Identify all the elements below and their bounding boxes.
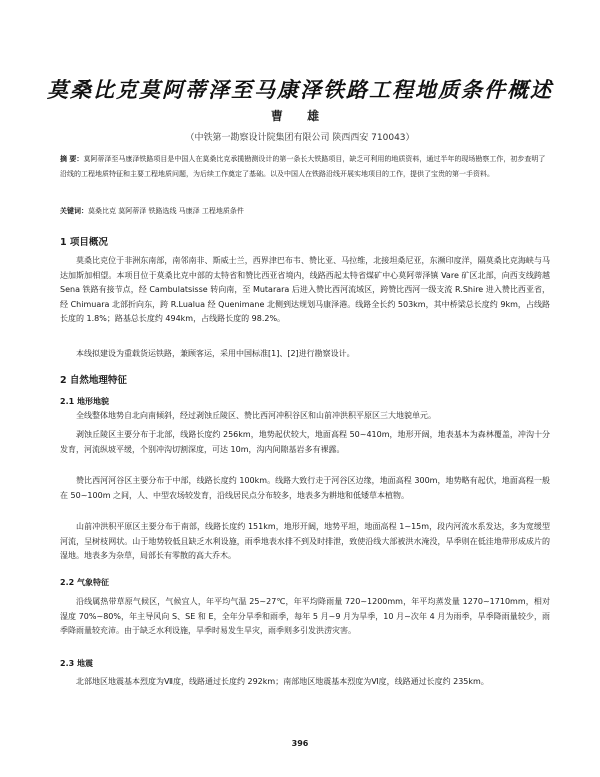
paragraph: 沿线属热带草原气候区，气候宜人，年平均气温 25~27℃，年平均降雨量 720~1200mm，年平均蒸发量 1270~1710mm，相对湿度 70%~80%，年主导风向 S、SE 和 E，全年分旱季和雨季，每年 5 月~9 月为旱季，10 月~次年 4 月为雨季，旱季降雨量较少，雨季降雨量较充沛。由于缺乏水利设施，旱季时易发生旱灾，雨季则多引发洪涝灾害。	[60, 597, 550, 635]
keywords-label: 关键词：	[60, 207, 88, 215]
paragraph: 北部地区地震基本烈度为Ⅶ度，线路通过长度约 292km；南部地区地震基本烈度为Ⅵ度，线路通过长度约 235km。	[76, 677, 489, 686]
paragraph: 全线整体地势自北向南倾斜，经过剥蚀丘陵区、赞比西河冲积谷区和山前冲洪积平原区三大地貌单元。	[76, 411, 436, 420]
subsection-heading-2-2: 2.2 气象特征	[60, 578, 109, 587]
subsection-heading-2-1: 2.1 地形地貌	[60, 397, 109, 406]
paragraph: 剥蚀丘陵区主要分布于北部，线路长度约 256km，地势起伏较大，地面高程 50~410m，地形开阔，地表基本为森林覆盖，冲沟十分发育，河流纵坡平缓，个别冲沟切割深度，可达 10m，沟内间隙基岩多有裸露。	[60, 430, 550, 454]
paragraph: 山前冲洪积平原区主要分布于南部，线路长度约 151km，地形开阔，地势平坦，地面高程 1~15m，段内河流水系发达，多为宽缓型河流，呈树枝网状。山于地势较低且缺乏水利设施，雨季地表水排不到及时排泄，致使沿线大部被洪水淹没，旱季则在低洼地带形成成片的湿地。地表多为杂草，局部长有零散的高大乔木。	[60, 522, 550, 560]
paragraph: 赞比西河河谷区主要分布于中部，线路长度约 100km。线路大致行走于河谷区边缘，地面高程 300m，地势略有起伏，地面高程一般在 50~100m 之间，人、中型农场较发育，沿线居民点分布较多，地表多为耕地和低矮草本植物。	[60, 476, 550, 500]
section-heading-1: 1 项目概况	[60, 237, 108, 248]
paper-title: 莫桑比克莫阿蒂泽至马康泽铁路工程地质条件概述	[47, 77, 553, 102]
paragraph: 莫桑比克位于非洲东南部，南邻南非、斯威士兰，西界津巴布韦、赞比亚、马拉维，北接坦桑尼亚，东濒印度洋，隔莫桑比克海峡与马达加斯加相望。本项目位于莫桑比克中部的太特省和赞比西亚省境内，线路西起太特省煤矿中心莫阿蒂泽镇 Vare 矿区北部，向西支线跨越 Sena 铁路有接节点，经 Cambulatsisse 转向南，至 Mutarara 后进入赞比西河流域区，跨赞比西河一级支流 R.Shire 进入赞比西亚省，经 Chimuara 北部折向东，跨 R.Lualua 经 Quenimane 北侧到达规划马康泽港。线路全长约 503km，其中桥梁总长度约 9km，占线路长度的 1.8%；路基总长度约 494km，占线路长度的 98.2%。	[60, 256, 550, 323]
keywords-text: 莫桑比克 莫阿蒂泽 铁路选线 马康泽 工程地质条件	[88, 207, 244, 215]
subsection-heading-2-3: 2.3 地震	[60, 659, 93, 668]
abstract-label: 摘 要：	[60, 155, 84, 163]
page-number: 396	[291, 739, 309, 748]
author-name: 曹 雄	[270, 109, 330, 123]
section-heading-2: 2 自然地理特征	[60, 375, 127, 386]
paragraph: 本线拟建设为重载货运铁路，兼顾客运，采用中国标准[1]、[2]进行勘察设计。	[76, 349, 355, 358]
abstract-text: 莫阿蒂泽至马康泽铁路项目是中国人在莫桑比克承揽勘测设计的第一条长大铁路项目，缺乏可利用的地质资料，通过半年的现场勘察工作，初步查明了沿线的工程地质特征和主要工程地质问题，为后续工作奠定了基础。以及中国人在铁路沿线开展实地项目的工作，提供了宝贵的第一手资料。	[60, 155, 546, 178]
abstract	[60, 152, 550, 182]
keywords	[60, 204, 550, 219]
author-affiliation: （中铁第一勘察设计院集团有限公司 陕西西安 710043）	[185, 133, 415, 143]
